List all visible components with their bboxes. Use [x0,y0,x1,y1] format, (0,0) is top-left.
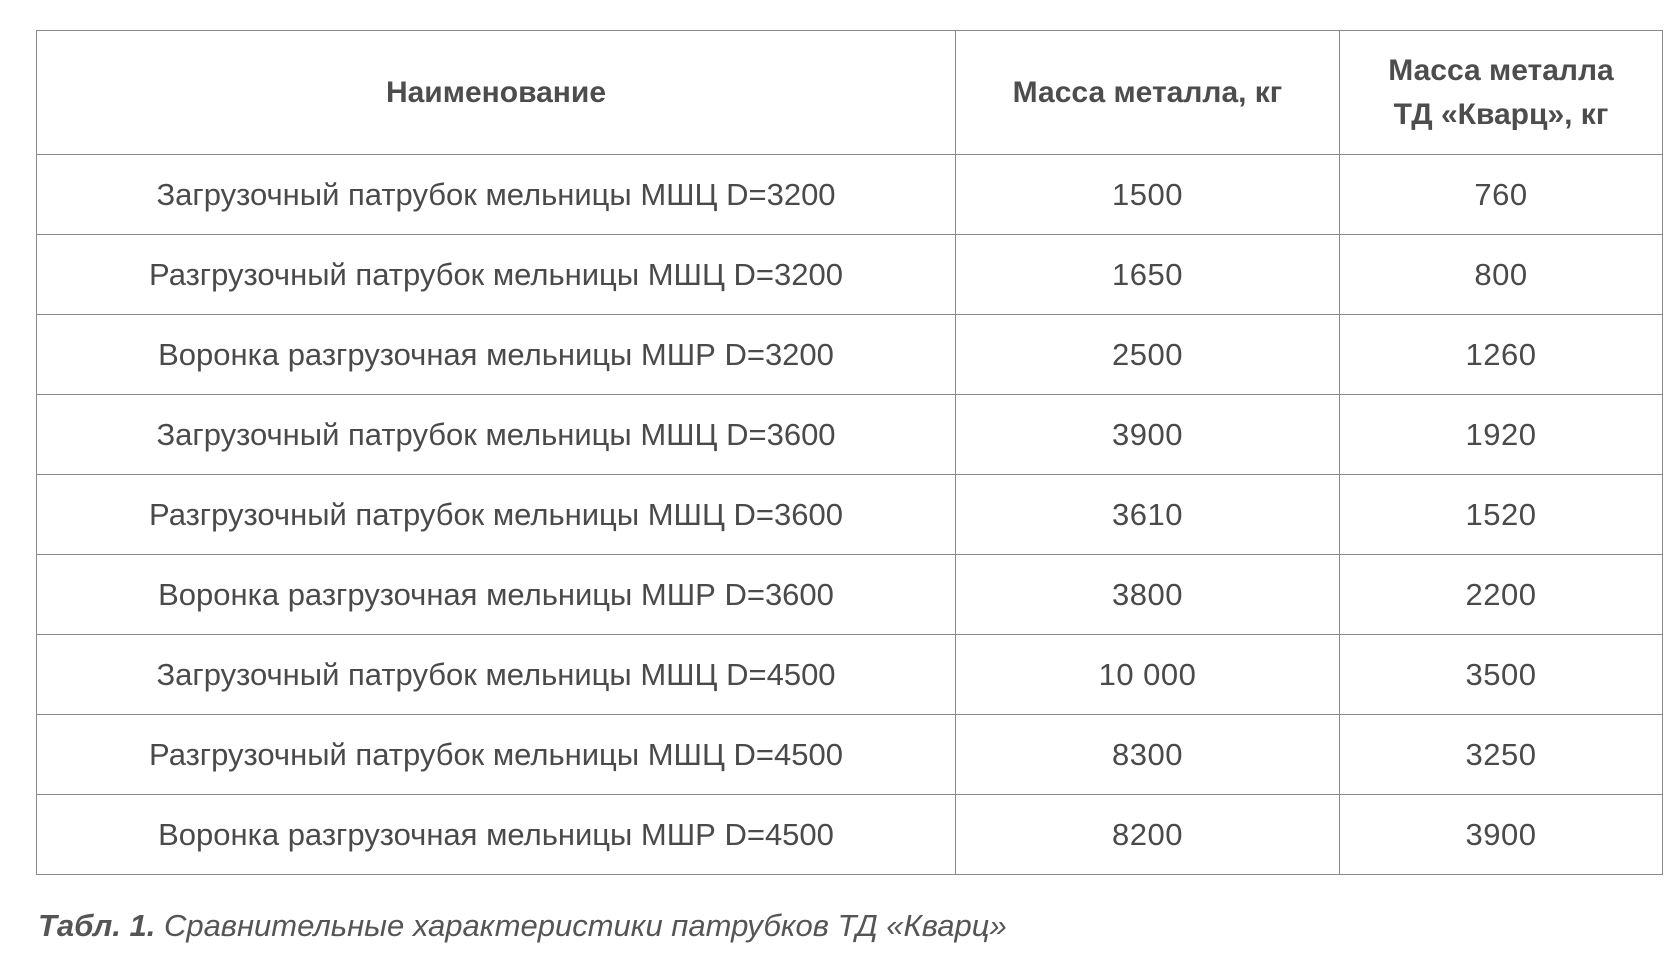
row-metal-mass-cell: 1500 [956,155,1340,235]
table-row [37,395,1663,475]
row-metal-mass-kvarts-cell: 2200 [1340,555,1663,635]
header-row [37,31,1663,155]
row-name-cell: Воронка разгрузочная мельницы МШР D=3200 [37,315,956,395]
table-caption [38,908,1007,944]
table-row [37,475,1663,555]
table-body [37,155,1663,875]
row-metal-mass-kvarts-cell: 760 [1340,155,1663,235]
row-metal-mass-cell: 1650 [956,235,1340,315]
caption-text: Сравнительные характеристики патрубков ТД «Кварц» [155,908,1007,943]
row-name-cell: Разгрузочный патрубок мельницы МШЦ D=4500 [37,715,956,795]
row-metal-mass-cell: 3800 [956,555,1340,635]
row-metal-mass-cell: 8300 [956,715,1340,795]
table-row [37,555,1663,635]
comparison-table [36,30,1663,875]
row-metal-mass-kvarts-cell: 3250 [1340,715,1663,795]
row-name-cell: Разгрузочный патрубок мельницы МШЦ D=3200 [37,235,956,315]
table-row [37,795,1663,875]
row-name-cell: Воронка разгрузочная мельницы МШР D=4500 [37,795,956,875]
row-name-cell: Разгрузочный патрубок мельницы МШЦ D=3600 [37,475,956,555]
row-name-cell: Загрузочный патрубок мельницы МШЦ D=4500 [37,635,956,715]
table-row [37,155,1663,235]
table-row [37,635,1663,715]
row-metal-mass-kvarts-cell: 1920 [1340,395,1663,475]
row-metal-mass-cell: 10 000 [956,635,1340,715]
header-metal-mass-kvarts-label: Масса металла ТД «Кварц», кг [1388,53,1614,131]
header-name: Наименование [37,31,956,155]
table-row [37,315,1663,395]
row-name-cell: Загрузочный патрубок мельницы МШЦ D=3600 [37,395,956,475]
row-metal-mass-cell: 2500 [956,315,1340,395]
row-metal-mass-cell: 3900 [956,395,1340,475]
row-metal-mass-kvarts-cell: 800 [1340,235,1663,315]
table-row [37,235,1663,315]
caption-label: Табл. 1. [38,908,156,943]
header-metal-mass: Масса металла, кг [956,31,1340,155]
row-metal-mass-cell: 8200 [956,795,1340,875]
row-name-cell: Воронка разгрузочная мельницы МШР D=3600 [37,555,956,635]
table-header [37,31,1663,155]
table-row [37,715,1663,795]
row-metal-mass-cell: 3610 [956,475,1340,555]
row-metal-mass-kvarts-cell: 3500 [1340,635,1663,715]
header-metal-mass-kvarts [1340,31,1663,155]
row-metal-mass-kvarts-cell: 1260 [1340,315,1663,395]
row-metal-mass-kvarts-cell: 3900 [1340,795,1663,875]
row-name-cell: Загрузочный патрубок мельницы МШЦ D=3200 [37,155,956,235]
row-metal-mass-kvarts-cell: 1520 [1340,475,1663,555]
